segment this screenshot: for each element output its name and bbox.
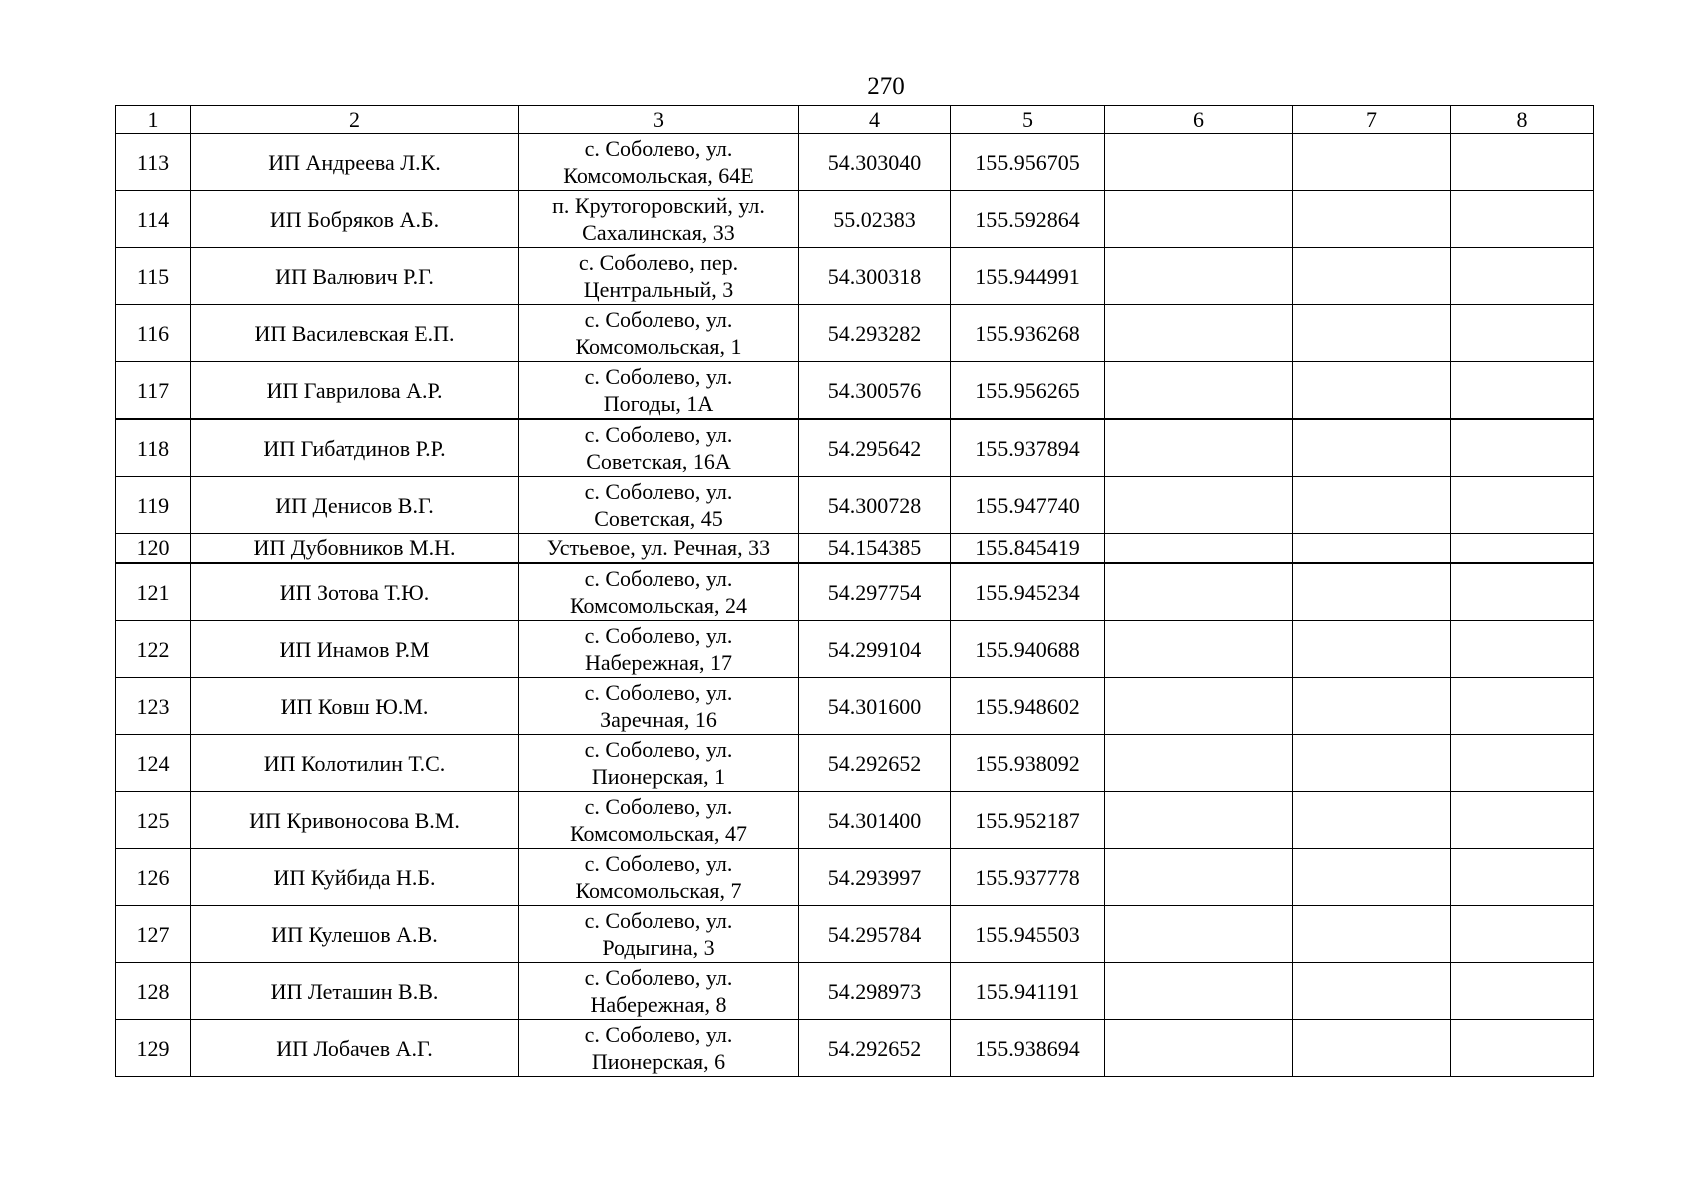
address-cell [519,534,799,564]
address-cell [519,419,799,477]
row-number-cell: 113 [116,134,191,191]
longitude-cell: 155.956265 [951,362,1105,420]
latitude-cell: 54.293997 [799,849,951,906]
address-line: Набережная, 17 [585,650,732,675]
column-7-cell [1293,305,1451,362]
address-line: с. Соболево, ул. [584,307,733,332]
longitude-cell: 155.937778 [951,849,1105,906]
longitude-cell: 155.948602 [951,678,1105,735]
entrepreneur-name-cell: ИП Куйбида Н.Б. [191,849,519,906]
column-6-cell [1105,906,1293,963]
address-line: Советская, 45 [594,506,723,531]
table-row [116,191,1594,248]
latitude-cell: 54.295642 [799,419,951,477]
column-8-cell [1451,477,1594,534]
latitude-cell: 54.300728 [799,477,951,534]
column-7-cell [1293,191,1451,248]
column-header-row [116,106,1594,134]
row-number-cell: 114 [116,191,191,248]
row-number-cell: 117 [116,362,191,420]
column-7-cell [1293,678,1451,735]
address-cell [519,678,799,735]
column-header: 4 [799,106,951,134]
address-line: Комсомольская, 47 [569,821,748,846]
address-cell [519,248,799,305]
table-row [116,305,1594,362]
address-cell [519,563,799,621]
table-row [116,362,1594,420]
entrepreneur-name-cell: ИП Василевская Е.П. [191,305,519,362]
column-6-cell [1105,792,1293,849]
address-line: Комсомольская, 24 [569,593,748,618]
entrepreneur-name-cell: ИП Бобряков А.Б. [191,191,519,248]
address-cell [519,621,799,678]
address-line: Родыгина, 3 [602,935,715,960]
table-row [116,792,1594,849]
longitude-cell: 155.938092 [951,735,1105,792]
longitude-cell: 155.592864 [951,191,1105,248]
column-6-cell [1105,305,1293,362]
column-6-cell [1105,191,1293,248]
column-header: 7 [1293,106,1451,134]
row-number-cell: 122 [116,621,191,678]
column-7-cell [1293,534,1451,564]
address-line: с. Соболево, ул. [584,794,733,819]
column-header: 8 [1451,106,1594,134]
latitude-cell: 54.292652 [799,735,951,792]
latitude-cell: 54.154385 [799,534,951,564]
address-line: Пионерская, 6 [591,1049,726,1074]
table-row [116,906,1594,963]
table-body [116,134,1594,1077]
address-line: с. Соболево, ул. [584,136,733,161]
address-cell [519,906,799,963]
row-number-cell: 124 [116,735,191,792]
address-cell [519,792,799,849]
address-line: с. Соболево, ул. [584,851,733,876]
registry-table [115,105,1594,1077]
column-8-cell [1451,419,1594,477]
column-6-cell [1105,419,1293,477]
column-6-cell [1105,735,1293,792]
latitude-cell: 54.297754 [799,563,951,621]
table-row [116,1020,1594,1077]
address-line: п. Крутогоровский, ул. [552,193,765,218]
column-8-cell [1451,906,1594,963]
table-row [116,849,1594,906]
address-line: Комсомольская, 7 [575,878,742,903]
longitude-cell: 155.945234 [951,563,1105,621]
entrepreneur-name-cell: ИП Денисов В.Г. [191,477,519,534]
longitude-cell: 155.845419 [951,534,1105,564]
column-8-cell [1451,248,1594,305]
address-line: с. Соболево, ул. [584,364,733,389]
entrepreneur-name-cell: ИП Ковш Ю.М. [191,678,519,735]
address-line: Набережная, 8 [590,992,727,1017]
row-number-cell: 120 [116,534,191,564]
column-8-cell [1451,792,1594,849]
column-header: 6 [1105,106,1293,134]
column-6-cell [1105,534,1293,564]
column-7-cell [1293,1020,1451,1077]
latitude-cell: 54.298973 [799,963,951,1020]
row-number-cell: 116 [116,305,191,362]
column-6-cell [1105,563,1293,621]
address-line: с. Соболево, ул. [584,737,733,762]
address-cell [519,963,799,1020]
column-header: 1 [116,106,191,134]
row-number-cell: 127 [116,906,191,963]
column-8-cell [1451,563,1594,621]
address-line: Центральный, 3 [583,277,734,302]
table-row [116,963,1594,1020]
row-number-cell: 118 [116,419,191,477]
table-row [116,563,1594,621]
address-line: с. Соболево, ул. [584,623,733,648]
address-cell [519,1020,799,1077]
latitude-cell: 54.299104 [799,621,951,678]
entrepreneur-name-cell: ИП Зотова Т.Ю. [191,563,519,621]
table-row [116,477,1594,534]
table-row [116,621,1594,678]
row-number-cell: 128 [116,963,191,1020]
address-cell [519,735,799,792]
address-line: с. Соболево, ул. [584,422,733,447]
table-row [116,678,1594,735]
address-line: Советская, 16А [586,449,731,474]
address-line: Комсомольская, 1 [575,334,742,359]
row-number-cell: 119 [116,477,191,534]
longitude-cell: 155.938694 [951,1020,1105,1077]
column-8-cell [1451,621,1594,678]
column-8-cell [1451,678,1594,735]
row-number-cell: 129 [116,1020,191,1077]
latitude-cell: 55.02383 [799,191,951,248]
address-cell [519,849,799,906]
row-number-cell: 125 [116,792,191,849]
entrepreneur-name-cell: ИП Колотилин Т.С. [191,735,519,792]
column-6-cell [1105,134,1293,191]
row-number-cell: 115 [116,248,191,305]
address-cell [519,477,799,534]
longitude-cell: 155.952187 [951,792,1105,849]
entrepreneur-name-cell: ИП Гибатдинов Р.Р. [191,419,519,477]
latitude-cell: 54.295784 [799,906,951,963]
column-7-cell [1293,134,1451,191]
entrepreneur-name-cell: ИП Кривоносова В.М. [191,792,519,849]
address-line: с. Соболево, ул. [584,479,733,504]
latitude-cell: 54.300576 [799,362,951,420]
entrepreneur-name-cell: ИП Инамов Р.М [191,621,519,678]
address-cell [519,134,799,191]
entrepreneur-name-cell: ИП Валювич Р.Г. [191,248,519,305]
column-header: 5 [951,106,1105,134]
address-line: с. Соболево, ул. [584,680,733,705]
entrepreneur-name-cell: ИП Гаврилова А.Р. [191,362,519,420]
column-7-cell [1293,563,1451,621]
address-line: с. Соболево, ул. [584,566,733,591]
address-line: Сахалинская, 33 [582,220,735,245]
column-8-cell [1451,191,1594,248]
longitude-cell: 155.941191 [951,963,1105,1020]
column-8-cell [1451,305,1594,362]
longitude-cell: 155.940688 [951,621,1105,678]
column-8-cell [1451,362,1594,420]
latitude-cell: 54.292652 [799,1020,951,1077]
column-7-cell [1293,362,1451,420]
entrepreneur-name-cell: ИП Лобачев А.Г. [191,1020,519,1077]
column-7-cell [1293,735,1451,792]
address-cell [519,191,799,248]
address-line: с. Соболево, ул. [584,1022,733,1047]
entrepreneur-name-cell: ИП Дубовников М.Н. [191,534,519,564]
address-line: с. Соболево, ул. [584,908,733,933]
column-8-cell [1451,963,1594,1020]
longitude-cell: 155.937894 [951,419,1105,477]
column-6-cell [1105,678,1293,735]
address-line: Пионерская, 1 [591,764,726,789]
column-6-cell [1105,477,1293,534]
address-cell [519,305,799,362]
address-cell [519,362,799,420]
row-number-cell: 126 [116,849,191,906]
latitude-cell: 54.301600 [799,678,951,735]
entrepreneur-name-cell: ИП Андреева Л.К. [191,134,519,191]
address-line: Заречная, 16 [600,707,717,732]
latitude-cell: 54.293282 [799,305,951,362]
column-7-cell [1293,248,1451,305]
column-6-cell [1105,248,1293,305]
table-row [116,534,1594,564]
column-8-cell [1451,134,1594,191]
entrepreneur-name-cell: ИП Кулешов А.В. [191,906,519,963]
column-6-cell [1105,849,1293,906]
column-7-cell [1293,621,1451,678]
column-8-cell [1451,534,1594,564]
column-6-cell [1105,963,1293,1020]
column-7-cell [1293,477,1451,534]
row-number-cell: 121 [116,563,191,621]
column-7-cell [1293,963,1451,1020]
longitude-cell: 155.945503 [951,906,1105,963]
latitude-cell: 54.303040 [799,134,951,191]
column-header: 2 [191,106,519,134]
address-line: Погоды, 1А [603,391,714,416]
longitude-cell: 155.956705 [951,134,1105,191]
column-8-cell [1451,1020,1594,1077]
longitude-cell: 155.944991 [951,248,1105,305]
table-row [116,134,1594,191]
address-line: с. Соболево, ул. [584,965,733,990]
latitude-cell: 54.300318 [799,248,951,305]
column-8-cell [1451,849,1594,906]
column-7-cell [1293,849,1451,906]
column-header: 3 [519,106,799,134]
column-6-cell [1105,362,1293,420]
latitude-cell: 54.301400 [799,792,951,849]
table-row [116,735,1594,792]
column-6-cell [1105,621,1293,678]
row-number-cell: 123 [116,678,191,735]
table-row [116,419,1594,477]
longitude-cell: 155.947740 [951,477,1105,534]
address-line: Устьевое, ул. Речная, 33 [546,535,771,560]
column-7-cell [1293,792,1451,849]
entrepreneur-name-cell: ИП Леташин В.В. [191,963,519,1020]
column-6-cell [1105,1020,1293,1077]
address-line: Комсомольская, 64Е [563,163,754,188]
page-number: 270 [867,73,905,100]
column-8-cell [1451,735,1594,792]
longitude-cell: 155.936268 [951,305,1105,362]
table-row [116,248,1594,305]
column-7-cell [1293,906,1451,963]
address-line: с. Соболево, пер. [578,250,739,275]
column-7-cell [1293,419,1451,477]
